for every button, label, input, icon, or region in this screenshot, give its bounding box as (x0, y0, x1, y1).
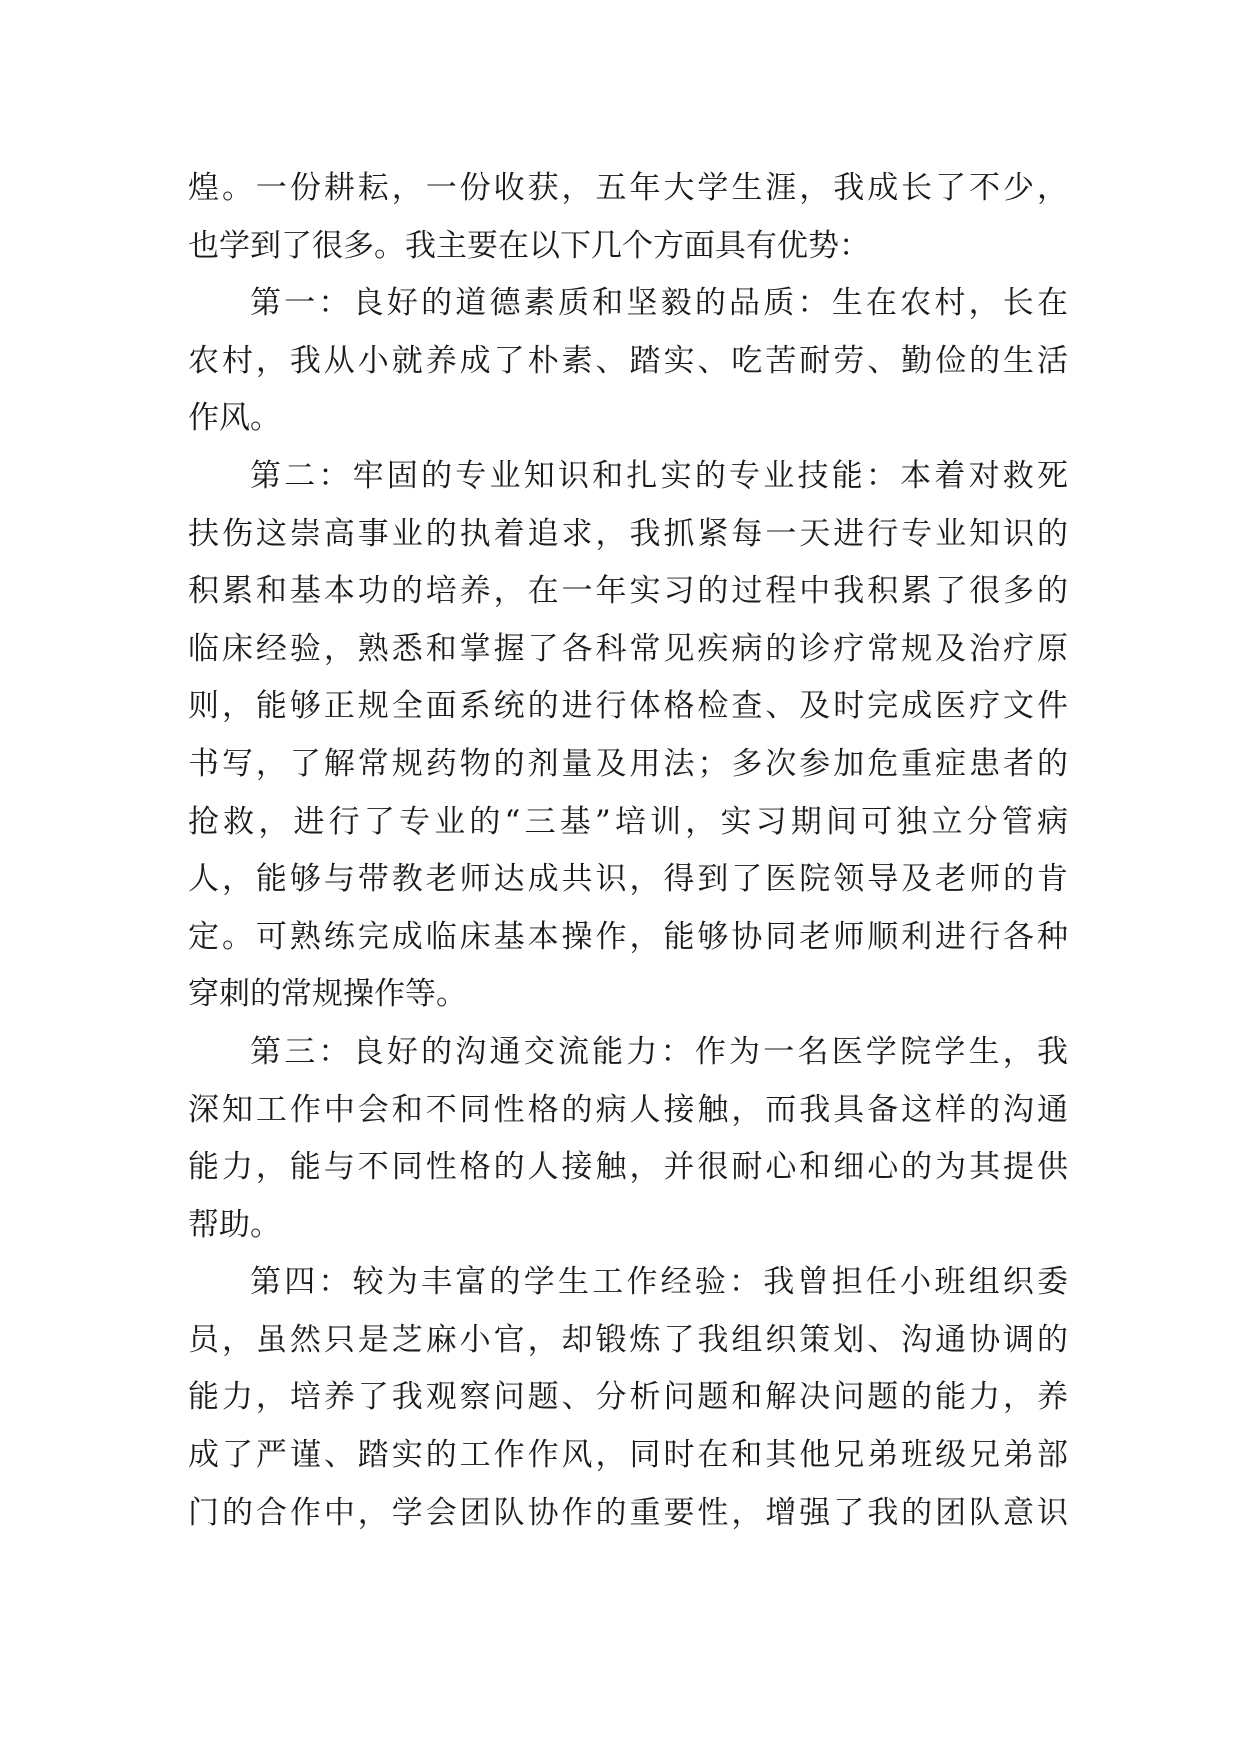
document-body (188, 160, 1068, 1542)
text-line: 人，能够与带教老师达成共识，得到了医院领导及老师的肯 (188, 861, 1068, 898)
text-line: 员，虽然只是芝麻小官，却锻炼了我组织策划、沟通协调的 (188, 1321, 1068, 1358)
text-line: 也学到了很多。我主要在以下几个方面具有优势： (188, 227, 870, 264)
text-line: 则，能够正规全面系统的进行体格检查、及时完成医疗文件 (188, 688, 1068, 725)
text-line: 穿刺的常规操作等。 (188, 976, 467, 1013)
text-line: 能力，能与不同性格的人接触，并很耐心和细心的为其提供 (188, 1149, 1068, 1186)
paragraph-first-line: 第一：良好的道德素质和坚毅的品质：生在农村，长在 (250, 285, 1068, 322)
text-line: 书写，了解常规药物的剂量及用法；多次参加危重症患者的 (188, 745, 1068, 782)
text-line: 抢救，进行了专业的“三基”培训，实习期间可独立分管病 (188, 803, 1068, 840)
text-line: 作风。 (188, 400, 281, 437)
text-line: 定。可熟练完成临床基本操作，能够协同老师顺利进行各种 (188, 918, 1068, 955)
paragraph-first-line: 第三：良好的沟通交流能力：作为一名医学院学生，我 (250, 1033, 1068, 1070)
text-line: 帮助。 (188, 1206, 281, 1243)
text-line: 能力，培养了我观察问题、分析问题和解决问题的能力，养 (188, 1379, 1068, 1416)
text-line: 成了严谨、踏实的工作作风，同时在和其他兄弟班级兄弟部 (188, 1437, 1068, 1474)
text-line: 深知工作中会和不同性格的病人接触，而我具备这样的沟通 (188, 1091, 1068, 1128)
paragraph-first-line: 第四：较为丰富的学生工作经验：我曾担任小班组织委 (250, 1264, 1068, 1301)
text-line: 煌。一份耕耘，一份收获，五年大学生涯，我成长了不少， (188, 170, 1068, 206)
text-line: 扶伤这崇高事业的执着追求，我抓紧每一天进行专业知识的 (188, 515, 1068, 552)
text-line: 门的合作中，学会团队协作的重要性，增强了我的团队意识 (188, 1494, 1068, 1531)
text-line: 积累和基本功的培养，在一年实习的过程中我积累了很多的 (188, 573, 1068, 610)
text-line: 农村，我从小就养成了朴素、踏实、吃苦耐劳、勤俭的生活 (188, 342, 1068, 379)
text-line: 临床经验，熟悉和掌握了各科常见疾病的诊疗常规及治疗原 (188, 630, 1068, 667)
paragraph-first-line: 第二：牢固的专业知识和扎实的专业技能：本着对救死 (250, 457, 1068, 494)
